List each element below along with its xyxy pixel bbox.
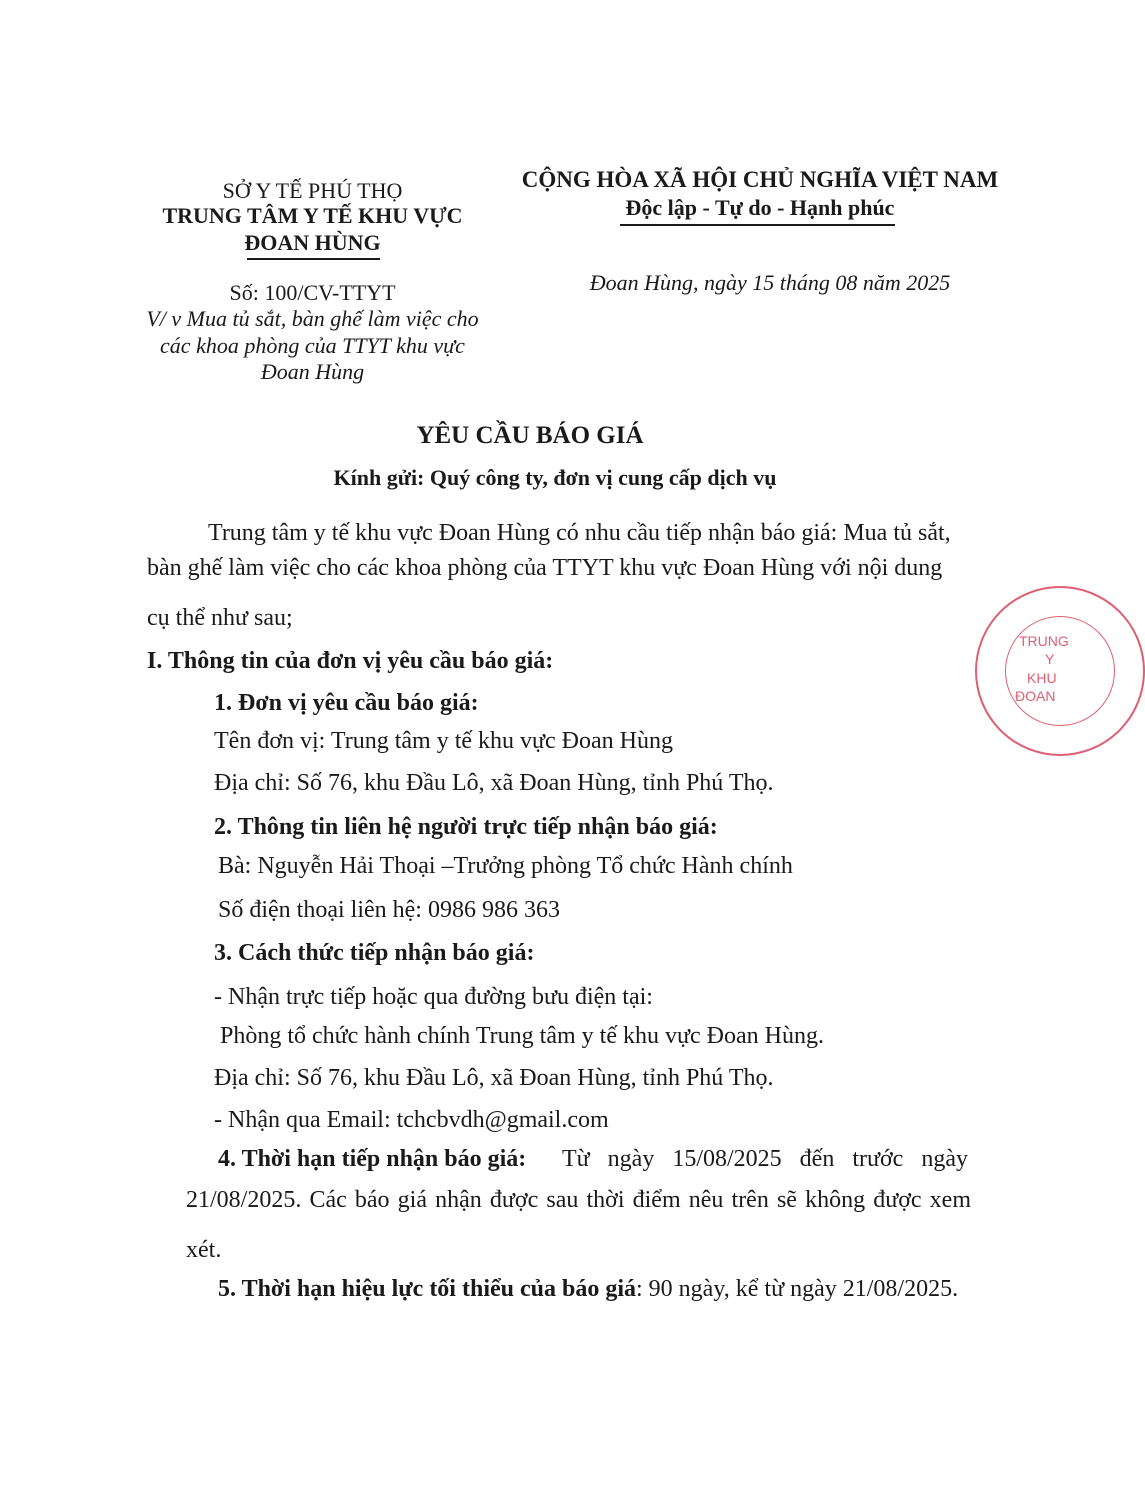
receive-office: Phòng tổ chức hành chính Trung tâm y tế khu vực Đoan Hùng. — [220, 1023, 824, 1049]
item4-text2: 21/08/2025. Các báo giá nhận được sau thời điểm nêu trên sẽ không được xem — [186, 1187, 971, 1213]
item4-text3: xét. — [186, 1237, 222, 1263]
place-and-date: Đoan Hùng, ngày 15 tháng 08 năm 2025 — [589, 270, 951, 295]
item5-label: 5. Thời hạn hiệu lực tối thiểu của báo giá — [218, 1276, 636, 1302]
item3-heading: 3. Cách thức tiếp nhận báo giá: — [214, 940, 535, 966]
receive-address: Địa chỉ: Số 76, khu Đầu Lô, xã Đoan Hùng, tỉnh Phú Thọ. — [214, 1065, 774, 1091]
intro-line1: Trung tâm y tế khu vực Đoan Hùng có nhu cầu tiếp nhận báo giá: Mua tủ sắt, — [208, 520, 951, 546]
subject-line1: V/ v Mua tủ sắt, bàn ghế làm việc cho — [146, 306, 479, 331]
contact-person: Bà: Nguyễn Hải Thoại –Trưởng phòng Tổ chức Hành chính — [218, 853, 793, 879]
unit-name-line1: TRUNG TÂM Y TẾ KHU VỰC — [162, 203, 463, 228]
receive-email: - Nhận qua Email: tchcbvdh@gmail.com — [214, 1107, 609, 1133]
subject-line2: các khoa phòng của TTYT khu vực — [160, 333, 465, 358]
country-name: CỘNG HÒA XÃ HỘI CHỦ NGHĨA VIỆT NAM — [521, 167, 999, 192]
item5-line — [218, 1276, 958, 1303]
receive-direct: - Nhận trực tiếp hoặc qua đường bưu điện tại: — [214, 984, 653, 1010]
item4-text1: Từ ngày 15/08/2025 đến trước ngày — [562, 1146, 968, 1172]
red-official-seal-icon — [975, 586, 1145, 756]
intro-line3: cụ thể như sau; — [147, 605, 293, 631]
document-number: Số: 100/CV-TTYT — [229, 280, 396, 305]
item1-heading: 1. Đơn vị yêu cầu báo giá: — [214, 690, 479, 716]
unit-name-info: Tên đơn vị: Trung tâm y tế khu vực Đoan Hùng — [214, 728, 673, 754]
item4-line1 — [218, 1146, 968, 1173]
seal-text-line1: TRUNG — [1019, 633, 1069, 649]
subject-line3: Đoan Hùng — [260, 359, 365, 384]
national-motto: Độc lập - Tự do - Hạnh phúc — [625, 195, 895, 220]
item2-heading: 2. Thông tin liên hệ người trực tiếp nhận báo giá: — [214, 814, 718, 840]
unit-underline — [247, 258, 380, 260]
document-title: YÊU CẦU BÁO GIÁ — [416, 422, 644, 449]
contact-phone: Số điện thoại liên hệ: 0986 986 363 — [218, 897, 560, 923]
seal-text-line2: Y — [1045, 651, 1055, 667]
section1-heading: I. Thông tin của đơn vị yêu cầu báo giá: — [147, 648, 554, 674]
seal-text-line4: ĐOAN — [1015, 688, 1056, 704]
motto-underline — [620, 224, 895, 226]
unit-name-line2: ĐOAN HÙNG — [244, 230, 381, 255]
item4-label: 4. Thời hạn tiếp nhận báo giá: — [218, 1146, 527, 1172]
seal-text-line3: KHU — [1027, 670, 1057, 686]
intro-line2: bàn ghế làm việc cho các khoa phòng của TTYT khu vực Đoan Hùng với nội dung — [147, 555, 943, 581]
recipient-line: Kính gửi: Quý công ty, đơn vị cung cấp dịch vụ — [333, 465, 777, 490]
unit-address-info: Địa chỉ: Số 76, khu Đầu Lô, xã Đoan Hùng, tỉnh Phú Thọ. — [214, 770, 774, 796]
item5-text: : 90 ngày, kể từ ngày 21/08/2025. — [636, 1276, 959, 1302]
ministry-name: SỞ Y TẾ PHÚ THỌ — [222, 178, 403, 203]
